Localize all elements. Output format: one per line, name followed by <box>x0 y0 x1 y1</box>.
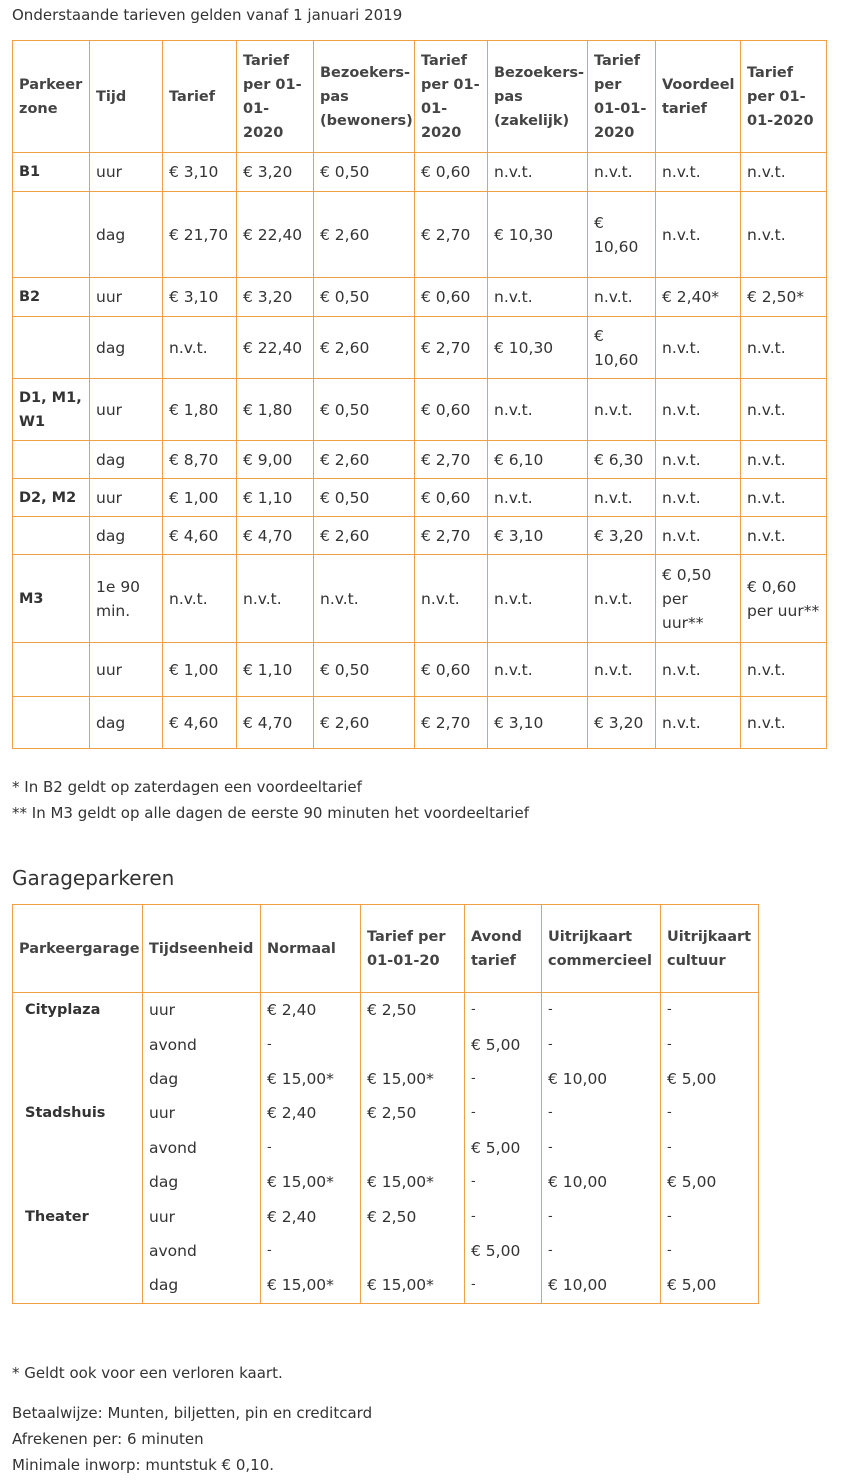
table-cell: uur <box>90 643 163 697</box>
col-header: Bezoekers-pas (bewoners) <box>314 41 415 153</box>
table-cell: € 3,10 <box>163 153 237 192</box>
garage-cell: - <box>542 993 661 1028</box>
table-cell: € 4,70 <box>237 697 314 749</box>
garage-cell: € 10,00 <box>542 1165 661 1199</box>
zone-cell: B1 <box>13 153 90 192</box>
garage-col-header: Parkeergarage <box>13 905 143 993</box>
table-cell: n.v.t. <box>588 379 656 441</box>
table-cell: € 0,50 <box>314 379 415 441</box>
col-header: Bezoekers-pas (zakelijk) <box>488 41 588 153</box>
garage-cell: - <box>261 1027 361 1061</box>
table-cell: € 3,20 <box>237 278 314 317</box>
table-cell: n.v.t. <box>314 555 415 643</box>
table-cell: n.v.t. <box>488 555 588 643</box>
garage-name-cell <box>13 1234 143 1268</box>
table-cell: € 1,10 <box>237 643 314 697</box>
garage-name-cell: Theater <box>13 1199 143 1233</box>
col-header: Tarief per 01-01-2020 <box>588 41 656 153</box>
garage-cell: - <box>661 1027 759 1061</box>
table-cell: n.v.t. <box>741 317 827 379</box>
table-cell: uur <box>90 379 163 441</box>
garage-row <box>13 1062 759 1096</box>
col-header: Voordeel tarief <box>656 41 741 153</box>
table-cell: € 0,60 <box>415 643 488 697</box>
table-cell: n.v.t. <box>741 379 827 441</box>
zone-cell <box>13 192 90 278</box>
garage-cell: - <box>261 1234 361 1268</box>
garage-cell: € 15,00* <box>261 1165 361 1199</box>
table-cell: uur <box>90 278 163 317</box>
table-cell: € 2,40* <box>656 278 741 317</box>
garage-cell: - <box>542 1234 661 1268</box>
table-row <box>13 317 827 379</box>
garage-cell: € 15,00* <box>361 1268 465 1303</box>
table-row <box>13 441 827 479</box>
garage-cell: - <box>465 1165 542 1199</box>
garage-col-header: Avond tarief <box>465 905 542 993</box>
garage-cell: uur <box>143 1199 261 1233</box>
zone-cell <box>13 441 90 479</box>
table-cell: n.v.t. <box>656 379 741 441</box>
garage-cell: € 15,00* <box>361 1165 465 1199</box>
table-cell: n.v.t. <box>488 153 588 192</box>
garage-cell: dag <box>143 1165 261 1199</box>
table-header-row <box>13 41 827 153</box>
garage-cell: - <box>465 1062 542 1096</box>
table-cell: € 3,10 <box>163 278 237 317</box>
garage-cell: - <box>465 1199 542 1233</box>
table-cell: € 10,60 <box>588 192 656 278</box>
table-cell: n.v.t. <box>488 278 588 317</box>
garage-footnote: * Geldt ook voor een verloren kaart. <box>12 1364 283 1382</box>
table-cell: n.v.t. <box>656 697 741 749</box>
table-cell: n.v.t. <box>741 153 827 192</box>
garage-cell: € 2,50 <box>361 993 465 1028</box>
zone-cell: D2, M2 <box>13 479 90 517</box>
table-cell: € 2,70 <box>415 517 488 555</box>
table-cell: € 3,20 <box>588 697 656 749</box>
table-cell: n.v.t. <box>656 153 741 192</box>
garage-cell: - <box>661 1096 759 1130</box>
table-cell: € 3,20 <box>588 517 656 555</box>
garage-heading: Garageparkeren <box>12 866 175 890</box>
garage-cell: € 5,00 <box>661 1268 759 1303</box>
garage-col-header: Tarief per 01-01-20 <box>361 905 465 993</box>
table-cell: € 0,60 <box>415 479 488 517</box>
table-cell: uur <box>90 479 163 517</box>
garage-row <box>13 1234 759 1268</box>
table-cell: n.v.t. <box>656 643 741 697</box>
table-cell: dag <box>90 192 163 278</box>
table-cell: n.v.t. <box>741 643 827 697</box>
table-cell: n.v.t. <box>488 379 588 441</box>
table-cell: n.v.t. <box>741 517 827 555</box>
table-row <box>13 153 827 192</box>
table-cell: € 0,50 <box>314 278 415 317</box>
table-cell: n.v.t. <box>656 441 741 479</box>
table-cell: € 8,70 <box>163 441 237 479</box>
table-row <box>13 517 827 555</box>
table-row <box>13 479 827 517</box>
garage-cell: € 2,40 <box>261 993 361 1028</box>
table-cell: € 3,20 <box>237 153 314 192</box>
table-cell: € 3,10 <box>488 697 588 749</box>
table-cell: € 10,60 <box>588 317 656 379</box>
parking-zone-tariff-table <box>12 40 827 749</box>
table-cell: n.v.t. <box>588 278 656 317</box>
table-cell: € 1,00 <box>163 479 237 517</box>
col-header: Tarief per 01-01-2020 <box>237 41 314 153</box>
payment-method: Betaalwijze: Munten, biljetten, pin en creditcard <box>12 1404 373 1422</box>
table-cell: € 2,70 <box>415 441 488 479</box>
table-cell: dag <box>90 317 163 379</box>
table-cell: € 0,60 <box>415 278 488 317</box>
garage-cell: € 2,40 <box>261 1096 361 1130</box>
table-cell: n.v.t. <box>741 441 827 479</box>
table-cell: € 2,70 <box>415 317 488 379</box>
table-cell: n.v.t. <box>488 479 588 517</box>
garage-cell: avond <box>143 1234 261 1268</box>
garage-row <box>13 1165 759 1199</box>
table-cell: € 2,60 <box>314 697 415 749</box>
table-cell: € 2,60 <box>314 441 415 479</box>
table-cell: n.v.t. <box>588 479 656 517</box>
table-cell: dag <box>90 441 163 479</box>
garage-row <box>13 1131 759 1165</box>
table-cell: € 2,60 <box>314 192 415 278</box>
garage-row <box>13 1268 759 1303</box>
garage-cell: € 2,50 <box>361 1096 465 1130</box>
table-cell: € 4,60 <box>163 697 237 749</box>
garage-col-header: Tijdseenheid <box>143 905 261 993</box>
table-cell: € 1,80 <box>163 379 237 441</box>
garage-cell: - <box>542 1096 661 1130</box>
table-cell: n.v.t. <box>656 479 741 517</box>
table-row <box>13 697 827 749</box>
garage-cell <box>361 1131 465 1165</box>
table-cell: € 3,10 <box>488 517 588 555</box>
col-header: Tarief per 01-01-2020 <box>741 41 827 153</box>
zone-cell: D1, M1, W1 <box>13 379 90 441</box>
garage-cell: € 2,40 <box>261 1199 361 1233</box>
garage-cell: - <box>465 1268 542 1303</box>
footnote-m3: ** In M3 geldt op alle dagen de eerste 90 minuten het voordeeltarief <box>12 804 529 822</box>
garage-cell: - <box>661 1234 759 1268</box>
table-cell: € 4,60 <box>163 517 237 555</box>
garage-name-cell <box>13 1268 143 1303</box>
garage-cell: - <box>542 1131 661 1165</box>
garage-row <box>13 1199 759 1233</box>
table-cell: € 0,50 <box>314 153 415 192</box>
table-cell: n.v.t. <box>488 643 588 697</box>
table-row <box>13 555 827 643</box>
table-cell: € 2,50* <box>741 278 827 317</box>
garage-cell: - <box>261 1131 361 1165</box>
table-row <box>13 643 827 697</box>
table-cell: € 4,70 <box>237 517 314 555</box>
table-row <box>13 192 827 278</box>
table-cell: 1e 90 min. <box>90 555 163 643</box>
garage-cell: - <box>661 1199 759 1233</box>
garage-tariff-table <box>12 904 759 1304</box>
garage-cell: € 15,00* <box>261 1268 361 1303</box>
garage-cell: € 5,00 <box>465 1131 542 1165</box>
col-header: Parkeer zone <box>13 41 90 153</box>
table-cell: € 1,00 <box>163 643 237 697</box>
table-cell: € 2,60 <box>314 317 415 379</box>
garage-name-cell <box>13 1027 143 1061</box>
table-cell: € 0,60 per uur** <box>741 555 827 643</box>
table-cell: n.v.t. <box>588 153 656 192</box>
garage-cell: avond <box>143 1027 261 1061</box>
payment-interval: Afrekenen per: 6 minuten <box>12 1430 204 1448</box>
garage-name-cell <box>13 1165 143 1199</box>
table-cell: n.v.t. <box>741 192 827 278</box>
garage-cell: - <box>465 1096 542 1130</box>
zone-cell: B2 <box>13 278 90 317</box>
table-cell: € 21,70 <box>163 192 237 278</box>
garage-name-cell <box>13 1131 143 1165</box>
table-cell: € 10,30 <box>488 317 588 379</box>
garage-col-header: Normaal <box>261 905 361 993</box>
garage-cell: € 10,00 <box>542 1062 661 1096</box>
table-cell: dag <box>90 517 163 555</box>
table-cell: € 6,10 <box>488 441 588 479</box>
garage-name-cell: Stadshuis <box>13 1096 143 1130</box>
payment-minimum: Minimale inworp: muntstuk € 0,10. <box>12 1456 275 1474</box>
col-header: Tijd <box>90 41 163 153</box>
garage-cell: - <box>465 993 542 1028</box>
garage-cell: - <box>661 1131 759 1165</box>
table-cell: n.v.t. <box>588 555 656 643</box>
zone-cell <box>13 643 90 697</box>
table-cell: n.v.t. <box>163 317 237 379</box>
table-cell: € 22,40 <box>237 317 314 379</box>
garage-cell: € 5,00 <box>661 1165 759 1199</box>
garage-name-cell: Cityplaza <box>13 993 143 1028</box>
table-cell: € 1,10 <box>237 479 314 517</box>
table-cell: n.v.t. <box>656 517 741 555</box>
table-cell: dag <box>90 697 163 749</box>
zone-cell <box>13 517 90 555</box>
garage-row <box>13 1096 759 1130</box>
table-cell: € 9,00 <box>237 441 314 479</box>
garage-cell: € 5,00 <box>661 1062 759 1096</box>
garage-cell: € 15,00* <box>261 1062 361 1096</box>
garage-cell: € 5,00 <box>465 1027 542 1061</box>
col-header: Tarief <box>163 41 237 153</box>
table-cell: € 6,30 <box>588 441 656 479</box>
footnote-b2: * In B2 geldt op zaterdagen een voordeeltarief <box>12 778 362 796</box>
garage-name-cell <box>13 1062 143 1096</box>
table-row <box>13 278 827 317</box>
garage-cell <box>361 1027 465 1061</box>
garage-cell: - <box>661 993 759 1028</box>
garage-col-header: Uitrijkaart commercieel <box>542 905 661 993</box>
garage-cell: € 2,50 <box>361 1199 465 1233</box>
garage-cell <box>361 1234 465 1268</box>
table-cell: € 22,40 <box>237 192 314 278</box>
zone-cell: M3 <box>13 555 90 643</box>
table-cell: € 0,60 <box>415 379 488 441</box>
zone-cell <box>13 317 90 379</box>
table-cell: n.v.t. <box>237 555 314 643</box>
table-cell: uur <box>90 153 163 192</box>
garage-cell: € 15,00* <box>361 1062 465 1096</box>
table-cell: € 0,50 <box>314 643 415 697</box>
table-cell: € 2,60 <box>314 517 415 555</box>
table-cell: n.v.t. <box>741 479 827 517</box>
table-row <box>13 379 827 441</box>
table-cell: € 2,70 <box>415 697 488 749</box>
intro-text: Onderstaande tarieven gelden vanaf 1 januari 2019 <box>12 6 403 24</box>
garage-row <box>13 993 759 1028</box>
garage-cell: dag <box>143 1268 261 1303</box>
table-cell: n.v.t. <box>588 643 656 697</box>
table-cell: € 1,80 <box>237 379 314 441</box>
garage-cell: € 10,00 <box>542 1268 661 1303</box>
table-cell: n.v.t. <box>656 192 741 278</box>
garage-cell: - <box>542 1027 661 1061</box>
table-cell: n.v.t. <box>656 317 741 379</box>
table-cell: € 0,50 per uur** <box>656 555 741 643</box>
table-cell: n.v.t. <box>415 555 488 643</box>
garage-col-header: Uitrijkaart cultuur <box>661 905 759 993</box>
garage-cell: avond <box>143 1131 261 1165</box>
garage-cell: uur <box>143 993 261 1028</box>
col-header: Tarief per 01-01-2020 <box>415 41 488 153</box>
garage-row <box>13 1027 759 1061</box>
garage-cell: € 5,00 <box>465 1234 542 1268</box>
garage-cell: uur <box>143 1096 261 1130</box>
table-cell: € 10,30 <box>488 192 588 278</box>
garage-cell: dag <box>143 1062 261 1096</box>
table-cell: n.v.t. <box>163 555 237 643</box>
zone-cell <box>13 697 90 749</box>
table-cell: n.v.t. <box>741 697 827 749</box>
garage-cell: - <box>542 1199 661 1233</box>
garage-header-row <box>13 905 759 993</box>
table-cell: € 0,60 <box>415 153 488 192</box>
table-cell: € 2,70 <box>415 192 488 278</box>
table-cell: € 0,50 <box>314 479 415 517</box>
